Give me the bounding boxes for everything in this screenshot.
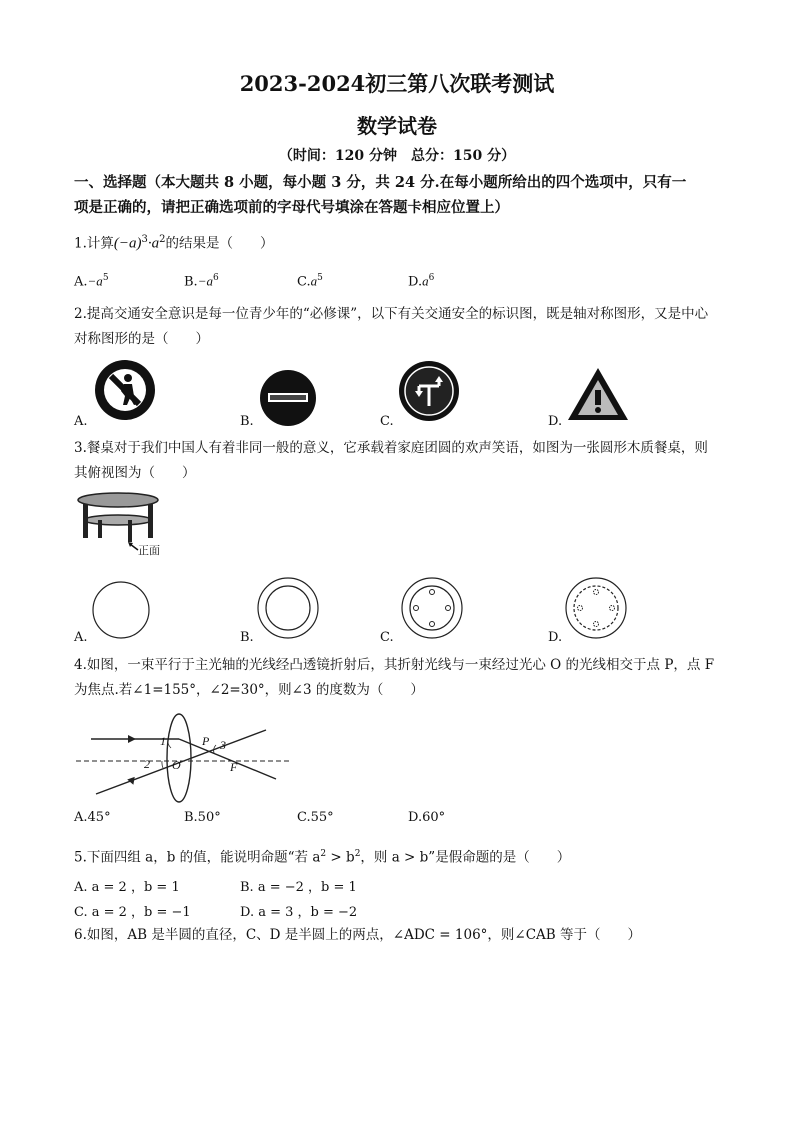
q1-expr-exp: 3 — [141, 234, 148, 245]
point-f-label: F — [230, 760, 238, 774]
q1-expr-dot: ·a — [147, 235, 160, 252]
q3-line2: 其俯视图为（ ） — [74, 465, 196, 481]
angle-2-label: 2 — [144, 757, 150, 771]
top-view-option-c-figure — [398, 576, 466, 642]
no-pedestrian-sign-icon — [92, 358, 162, 424]
lens-figure — [76, 706, 296, 806]
q2-label-c[interactable]: C. — [380, 414, 394, 429]
q5-sup2: 2 — [354, 849, 361, 859]
exam-subject: 数学试卷 — [357, 114, 437, 138]
q5-option-b[interactable]: B. a = −2 ，b = 1 — [240, 880, 357, 895]
q2-label-b[interactable]: B. — [240, 414, 254, 429]
q4-option-d[interactable]: D.60° — [408, 810, 446, 825]
question-1 — [74, 230, 274, 254]
question-6: 6.如图，AB 是半圆的直径，C、D 是半圆上的两点，∠ADC = 106°，则∠CAB 等于（ ） — [74, 927, 642, 943]
q2-line1: 2.提高交通安全意识是每一位青少年的“必修课”，以下有关交通安全的标识图，既是轴对称图形，又是中心 — [74, 306, 709, 322]
q1-option-c-label: C. — [297, 274, 311, 290]
section-heading-line1: 一、选择题（本大题共 8 小题，每小题 3 分，共 24 分.在每小题所给出的四个选项中，只有一 — [74, 174, 687, 191]
q5-option-a[interactable]: A. a = 2 ，b = 1 — [74, 880, 180, 895]
q1-option-a[interactable] — [74, 273, 109, 289]
section-heading — [74, 170, 734, 220]
angle-1-label: 1 — [160, 734, 166, 748]
q4-option-c[interactable]: C.55° — [297, 810, 334, 825]
question-5 — [74, 844, 570, 868]
no-entry-sign-icon — [258, 368, 318, 428]
exam-time-info: （时间：120 分钟 总分：150 分） — [278, 148, 516, 164]
q1-expr-base: (−a) — [113, 235, 142, 252]
q1-option-b-text: −a — [197, 273, 213, 289]
q1-option-a-text: −a — [87, 273, 103, 289]
turn-left-right-sign-icon — [398, 360, 460, 422]
q5-text-a: 5.下面四组 a，b 的值，能说明命题“若 a — [74, 849, 321, 866]
q3-label-d[interactable]: D. — [548, 630, 563, 645]
q5-text-c: ，则 a > b”是假命题的是（ ） — [360, 849, 571, 866]
q5-text-b: > b — [326, 849, 355, 866]
q1-option-a-sup: 5 — [102, 273, 109, 283]
q1-option-d-text: a — [422, 273, 429, 289]
q1-option-c-text: a — [310, 273, 318, 289]
q1-expr-exp2: 2 — [159, 234, 166, 245]
section-heading-line2: 项是正确的，请把正确选项前的字母代号填涂在答题卡相应位置上） — [74, 199, 509, 216]
q3-label-c[interactable]: C. — [380, 630, 394, 645]
q1-option-c[interactable] — [297, 273, 323, 289]
point-p-label: P — [202, 734, 210, 748]
q1-option-b-label: B. — [184, 274, 198, 290]
q1-option-d-label: D. — [408, 274, 423, 290]
top-view-option-b-figure — [254, 576, 322, 642]
angle-3-label: 3 — [220, 738, 226, 752]
top-view-option-a-figure — [90, 580, 154, 642]
q4-line2: 为焦点.若∠1=155°，∠2=30°，则∠3 的度数为（ ） — [74, 682, 424, 698]
exam-title: 2023-2024初三第八次联考测试 — [239, 71, 555, 96]
q1-option-d[interactable] — [408, 273, 434, 289]
q4-line1: 4.如图，一束平行于主光轴的光线经凸透镜折射后，其折射光线与一束经过光心 O 的光线相交于点 P，点 F — [74, 657, 715, 673]
warning-sign-icon — [566, 366, 630, 422]
q3-label-a[interactable]: A. — [74, 630, 88, 645]
point-o-label: O — [172, 758, 181, 772]
q3-line1: 3.餐桌对于我们中国人有着非同一般的意义，它承载着家庭团圆的欢声笑语，如图为一张圆形木质餐桌，则 — [74, 440, 708, 456]
q4-option-a[interactable]: A.45° — [74, 810, 111, 825]
q5-option-c[interactable]: C. a = 2 ，b = −1 — [74, 905, 191, 920]
q3-label-b[interactable]: B. — [240, 630, 254, 645]
q1-option-b[interactable] — [184, 273, 219, 289]
q2-line2: 对称图形的是（ ） — [74, 331, 209, 347]
q1-suffix: 的结果是（ ） — [165, 235, 274, 252]
top-view-option-d-figure — [562, 576, 630, 642]
q1-option-b-sup: 6 — [212, 273, 219, 283]
q4-option-b[interactable]: B.50° — [184, 810, 221, 825]
q1-option-c-sup: 5 — [317, 273, 323, 283]
q5-sup1: 2 — [320, 849, 327, 859]
q1-option-d-sup: 6 — [428, 273, 435, 283]
q2-label-a[interactable]: A. — [74, 414, 88, 429]
q1-option-a-label: A. — [74, 274, 88, 290]
q2-label-d[interactable]: D. — [548, 414, 563, 429]
front-label: 正面 — [138, 544, 160, 557]
q1-prefix: 1.计算 — [74, 235, 114, 252]
q5-option-d[interactable]: D. a = 3 ，b = −2 — [240, 905, 358, 920]
